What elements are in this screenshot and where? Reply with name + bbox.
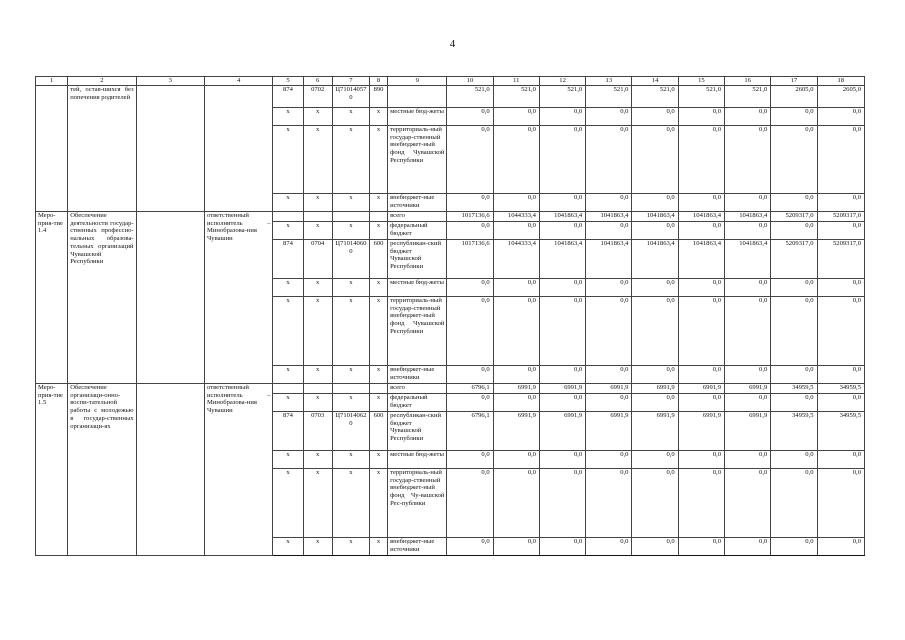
amount-cell: 1041863,4 <box>539 240 585 279</box>
amount-cell: 0,0 <box>632 297 678 366</box>
amount-cell: 0,0 <box>632 469 678 538</box>
funding-source-cell: местные бюд-жеты <box>388 279 447 297</box>
expense-type-cell <box>369 212 387 222</box>
amount-cell: 1041863,4 <box>725 240 771 279</box>
responsible-cell: ответственный исполнитель – Минобразова-ния Чувашии <box>205 212 273 384</box>
budget-code-cell: 874 <box>273 240 303 279</box>
amount-cell: 6991,9 <box>678 412 724 451</box>
amount-cell: 0,0 <box>447 451 493 469</box>
amount-cell: 0,0 <box>539 538 585 556</box>
amount-cell: 0,0 <box>817 451 864 469</box>
target-item-cell: x <box>332 469 369 538</box>
amount-cell: 0,0 <box>817 279 864 297</box>
amount-cell: 0,0 <box>817 194 864 212</box>
target-item-cell: x <box>332 451 369 469</box>
amount-cell: 0,0 <box>817 366 864 384</box>
amount-cell: 5209317,0 <box>817 212 864 222</box>
amount-cell: 6991,9 <box>725 384 771 394</box>
amount-cell: 1017136,6 <box>447 212 493 222</box>
amount-cell: 0,0 <box>678 538 724 556</box>
section-code-cell: x <box>303 538 332 556</box>
amount-cell: 6796,1 <box>447 412 493 451</box>
amount-cell: 0,0 <box>771 194 817 212</box>
section-code-cell: x <box>303 366 332 384</box>
amount-cell: 1041863,4 <box>632 240 678 279</box>
amount-cell: 0,0 <box>725 108 771 126</box>
amount-cell: 34959,5 <box>771 384 817 394</box>
amount-cell: 0,0 <box>771 538 817 556</box>
amount-cell: 0,0 <box>632 194 678 212</box>
target-item-cell: x <box>332 297 369 366</box>
amount-cell: 0,0 <box>539 469 585 538</box>
section-code-cell: x <box>303 297 332 366</box>
target-item-cell: x <box>332 394 369 412</box>
amount-cell: 6991,9 <box>586 412 632 451</box>
amount-cell: 521,0 <box>586 86 632 108</box>
amount-cell: 0,0 <box>447 222 493 240</box>
expense-type-cell: x <box>369 126 387 194</box>
funding-source-cell: внебюджет-ные источники <box>388 194 447 212</box>
expense-type-cell: x <box>369 194 387 212</box>
amount-cell: 0,0 <box>493 222 539 240</box>
amount-cell: 1041863,4 <box>725 212 771 222</box>
amount-cell: 1041863,4 <box>678 212 724 222</box>
activity-name-cell: тей, остав-шихся без попечения родителей <box>68 86 136 212</box>
funding-source-cell: местные бюд-жеты <box>388 108 447 126</box>
amount-cell: 0,0 <box>725 538 771 556</box>
amount-cell: 1044333,4 <box>493 212 539 222</box>
section-code-cell: x <box>303 126 332 194</box>
amount-cell: 0,0 <box>678 108 724 126</box>
expense-type-cell: 600 <box>369 240 387 279</box>
amount-cell: 0,0 <box>493 394 539 412</box>
amount-cell: 34959,5 <box>817 384 864 394</box>
amount-cell: 1041863,4 <box>632 212 678 222</box>
column-number: 13 <box>586 77 632 86</box>
budget-code-cell <box>273 384 303 394</box>
funding-source-cell: внебюджет-ные источники <box>388 538 447 556</box>
funding-source-cell: федеральный бюджет <box>388 222 447 240</box>
budget-code-cell: x <box>273 451 303 469</box>
target-item-cell <box>332 212 369 222</box>
program-funding-table <box>35 76 865 556</box>
amount-cell: 0,0 <box>817 538 864 556</box>
amount-cell: 0,0 <box>493 538 539 556</box>
amount-cell: 0,0 <box>447 297 493 366</box>
responsible-cell <box>205 86 273 212</box>
target-item-cell: x <box>332 126 369 194</box>
amount-cell: 2605,0 <box>771 86 817 108</box>
expense-type-cell: x <box>369 222 387 240</box>
amount-cell: 0,0 <box>493 451 539 469</box>
amount-cell: 0,0 <box>817 394 864 412</box>
amount-cell: 0,0 <box>725 394 771 412</box>
amount-cell: 0,0 <box>586 538 632 556</box>
amount-cell: 0,0 <box>632 222 678 240</box>
amount-cell: 5209317,0 <box>771 240 817 279</box>
column-number: 3 <box>136 77 204 86</box>
section-code-cell: x <box>303 279 332 297</box>
funding-source-cell: республикан-ский бюджет Чувашской Республики <box>388 412 447 451</box>
amount-cell: 0,0 <box>539 194 585 212</box>
amount-cell: 521,0 <box>539 86 585 108</box>
target-item-cell: Ц710140600 <box>332 240 369 279</box>
amount-cell: 0,0 <box>632 394 678 412</box>
amount-cell: 0,0 <box>447 538 493 556</box>
budget-code-cell: x <box>273 108 303 126</box>
column-number: 8 <box>369 77 387 86</box>
amount-cell: 0,0 <box>493 366 539 384</box>
expense-type-cell: x <box>369 538 387 556</box>
amount-cell: 521,0 <box>447 86 493 108</box>
amount-cell: 6991,9 <box>539 412 585 451</box>
target-item-cell <box>332 384 369 394</box>
expense-type-cell: x <box>369 366 387 384</box>
amount-cell: 0,0 <box>447 108 493 126</box>
activity-name-cell: Обеспечение деятельности государ-ственных профессио-нальных образова-тельных организаций Чувашской Республики <box>68 212 136 384</box>
amount-cell: 0,0 <box>539 108 585 126</box>
amount-cell: 0,0 <box>586 297 632 366</box>
expense-type-cell: x <box>369 469 387 538</box>
amount-cell: 0,0 <box>586 108 632 126</box>
target-item-cell: x <box>332 279 369 297</box>
budget-code-cell: 874 <box>273 86 303 108</box>
amount-cell: 0,0 <box>539 394 585 412</box>
amount-cell: 0,0 <box>586 451 632 469</box>
amount-cell: 0,0 <box>632 126 678 194</box>
column-number: 9 <box>388 77 447 86</box>
amount-cell: 0,0 <box>678 222 724 240</box>
expense-type-cell <box>369 384 387 394</box>
funding-source-cell: территориаль-ный государ-ственный внебюджет-ный фонд Чувашской Республики <box>388 297 447 366</box>
funding-source-cell: всего <box>388 384 447 394</box>
amount-cell: 0,0 <box>817 222 864 240</box>
amount-cell: 6991,9 <box>632 384 678 394</box>
amount-cell: 0,0 <box>493 194 539 212</box>
amount-cell: 0,0 <box>586 279 632 297</box>
budget-code-cell: x <box>273 279 303 297</box>
amount-cell: 0,0 <box>817 297 864 366</box>
amount-cell: 0,0 <box>586 222 632 240</box>
amount-cell: 0,0 <box>539 279 585 297</box>
amount-cell: 6991,9 <box>493 412 539 451</box>
expense-type-cell: x <box>369 297 387 366</box>
amount-cell: 0,0 <box>493 279 539 297</box>
amount-cell: 0,0 <box>632 279 678 297</box>
column-number: 17 <box>771 77 817 86</box>
amount-cell: 0,0 <box>678 469 724 538</box>
amount-cell: 0,0 <box>817 469 864 538</box>
amount-cell: 0,0 <box>632 451 678 469</box>
funding-source-cell <box>388 86 447 108</box>
column-number: 14 <box>632 77 678 86</box>
expense-type-cell: x <box>369 279 387 297</box>
amount-cell: 0,0 <box>771 108 817 126</box>
amount-cell: 0,0 <box>447 394 493 412</box>
amount-cell: 521,0 <box>493 86 539 108</box>
amount-cell: 34959,5 <box>817 412 864 451</box>
amount-cell: 0,0 <box>493 297 539 366</box>
column-number-row <box>36 77 865 86</box>
target-item-cell: x <box>332 222 369 240</box>
section-code-cell: 0702 <box>303 86 332 108</box>
amount-cell: 0,0 <box>678 279 724 297</box>
amount-cell: 6991,9 <box>586 384 632 394</box>
amount-cell: 521,0 <box>725 86 771 108</box>
column-number: 2 <box>68 77 136 86</box>
amount-cell: 0,0 <box>771 366 817 384</box>
amount-cell: 0,0 <box>771 469 817 538</box>
amount-cell: 0,0 <box>586 469 632 538</box>
section-code-cell: x <box>303 108 332 126</box>
expense-type-cell: 890 <box>369 86 387 108</box>
amount-cell: 0,0 <box>586 366 632 384</box>
amount-cell: 0,0 <box>586 194 632 212</box>
column-number: 4 <box>205 77 273 86</box>
funding-source-cell: республикан-ский бюджет Чувашской Республики <box>388 240 447 279</box>
budget-code-cell: x <box>273 538 303 556</box>
activity-number-cell: Меро-прия-тие 1.5 <box>36 384 68 556</box>
section-code-cell: x <box>303 451 332 469</box>
amount-cell: 2605,0 <box>817 86 864 108</box>
amount-cell: 5209317,0 <box>771 212 817 222</box>
activity-number-cell <box>36 86 68 212</box>
amount-cell: 0,0 <box>632 538 678 556</box>
section-code-cell: x <box>303 394 332 412</box>
amount-cell: 0,0 <box>678 366 724 384</box>
funding-source-cell: внебюджет-ные источники <box>388 366 447 384</box>
expense-type-cell: x <box>369 108 387 126</box>
target-item-cell: x <box>332 194 369 212</box>
column-number: 10 <box>447 77 493 86</box>
column-number: 1 <box>36 77 68 86</box>
amount-cell: 0,0 <box>678 297 724 366</box>
activity-number-cell: Меро-прия-тие 1.4 <box>36 212 68 384</box>
funding-source-cell: территориаль-ный государ-ственный внебюджет-ный фонд Чувашской Республики <box>388 126 447 194</box>
amount-cell: 0,0 <box>771 279 817 297</box>
amount-cell: 521,0 <box>632 86 678 108</box>
target-item-cell: Ц710140620 <box>332 412 369 451</box>
expense-type-cell: x <box>369 394 387 412</box>
target-item-cell: Ц710140570 <box>332 86 369 108</box>
expense-type-cell: 600 <box>369 412 387 451</box>
amount-cell: 0,0 <box>539 451 585 469</box>
amount-cell: 0,0 <box>678 126 724 194</box>
amount-cell: 0,0 <box>725 222 771 240</box>
amount-cell: 1041863,4 <box>586 240 632 279</box>
amount-cell: 0,0 <box>771 394 817 412</box>
amount-cell: 6991,9 <box>493 384 539 394</box>
amount-cell: 0,0 <box>539 126 585 194</box>
budget-code-cell: x <box>273 297 303 366</box>
amount-cell: 0,0 <box>725 451 771 469</box>
amount-cell: 0,0 <box>678 394 724 412</box>
amount-cell: 0,0 <box>632 108 678 126</box>
target-item-cell: x <box>332 366 369 384</box>
budget-code-cell: x <box>273 366 303 384</box>
column-number: 5 <box>273 77 303 86</box>
budget-code-cell <box>273 212 303 222</box>
column-number: 18 <box>817 77 864 86</box>
section-code-cell: 0703 <box>303 412 332 451</box>
section-code-cell: x <box>303 222 332 240</box>
funding-source-cell: федеральный бюджет <box>388 394 447 412</box>
section-code-cell: x <box>303 194 332 212</box>
budget-code-cell: x <box>273 222 303 240</box>
amount-cell: 0,0 <box>493 108 539 126</box>
amount-cell: 0,0 <box>725 297 771 366</box>
budget-code-cell: x <box>273 394 303 412</box>
amount-cell: 0,0 <box>725 279 771 297</box>
amount-cell: 0,0 <box>539 222 585 240</box>
amount-cell: 1041863,4 <box>586 212 632 222</box>
amount-cell: 0,0 <box>447 366 493 384</box>
empty-cell <box>136 384 204 556</box>
amount-cell: 0,0 <box>447 469 493 538</box>
target-item-cell: x <box>332 108 369 126</box>
amount-cell: 1044333,4 <box>493 240 539 279</box>
amount-cell: 0,0 <box>447 126 493 194</box>
amount-cell: 0,0 <box>447 279 493 297</box>
amount-cell: 5209317,0 <box>817 240 864 279</box>
amount-cell: 0,0 <box>539 366 585 384</box>
funding-source-cell: местные бюд-жеты <box>388 451 447 469</box>
amount-cell: 6991,9 <box>539 384 585 394</box>
funding-source-cell: всего <box>388 212 447 222</box>
column-number: 11 <box>493 77 539 86</box>
activity-name-cell: Обеспечение организаци-онно-воспи-тательной работы с молодежью в государ-ственных организаци-ях <box>68 384 136 556</box>
amount-cell: 0,0 <box>632 366 678 384</box>
empty-cell <box>136 212 204 384</box>
table-row <box>36 212 865 222</box>
amount-cell: 0,0 <box>771 297 817 366</box>
column-number: 12 <box>539 77 585 86</box>
amount-cell: 0,0 <box>586 394 632 412</box>
amount-cell: 6991,9 <box>632 412 678 451</box>
column-number: 6 <box>303 77 332 86</box>
amount-cell: 34959,5 <box>771 412 817 451</box>
amount-cell: 0,0 <box>771 126 817 194</box>
amount-cell: 0,0 <box>725 366 771 384</box>
amount-cell: 1041863,4 <box>539 212 585 222</box>
budget-code-cell: 874 <box>273 412 303 451</box>
amount-cell: 0,0 <box>725 469 771 538</box>
target-item-cell: x <box>332 538 369 556</box>
page-number: 4 <box>449 38 456 50</box>
budget-code-cell: x <box>273 126 303 194</box>
amount-cell: 0,0 <box>771 222 817 240</box>
amount-cell: 0,0 <box>725 194 771 212</box>
amount-cell: 6991,9 <box>725 412 771 451</box>
column-number: 15 <box>678 77 724 86</box>
empty-cell <box>136 86 204 212</box>
amount-cell: 0,0 <box>725 126 771 194</box>
expense-type-cell: x <box>369 451 387 469</box>
amount-cell: 0,0 <box>493 126 539 194</box>
funding-source-cell: территориаль-ный государ-ственный внебюджет-ный фонд Чу-вашской Рес-публики <box>388 469 447 538</box>
amount-cell: 521,0 <box>678 86 724 108</box>
table-row <box>36 86 865 108</box>
amount-cell: 0,0 <box>817 126 864 194</box>
amount-cell: 0,0 <box>539 297 585 366</box>
table-row <box>36 384 865 394</box>
amount-cell: 6991,9 <box>678 384 724 394</box>
table-body <box>36 77 865 556</box>
budget-code-cell: x <box>273 469 303 538</box>
column-number: 7 <box>332 77 369 86</box>
amount-cell: 0,0 <box>493 469 539 538</box>
section-code-cell <box>303 212 332 222</box>
section-code-cell <box>303 384 332 394</box>
section-code-cell: 0704 <box>303 240 332 279</box>
budget-code-cell: x <box>273 194 303 212</box>
amount-cell: 0,0 <box>447 194 493 212</box>
amount-cell: 0,0 <box>771 451 817 469</box>
amount-cell: 0,0 <box>678 194 724 212</box>
amount-cell: 1041863,4 <box>678 240 724 279</box>
amount-cell: 6796,1 <box>447 384 493 394</box>
amount-cell: 1017136,6 <box>447 240 493 279</box>
responsible-cell: ответственный исполнитель – Минобразова-ния Чувашии <box>205 384 273 556</box>
amount-cell: 0,0 <box>586 126 632 194</box>
section-code-cell: x <box>303 469 332 538</box>
column-number: 16 <box>725 77 771 86</box>
amount-cell: 0,0 <box>678 451 724 469</box>
amount-cell: 0,0 <box>817 108 864 126</box>
